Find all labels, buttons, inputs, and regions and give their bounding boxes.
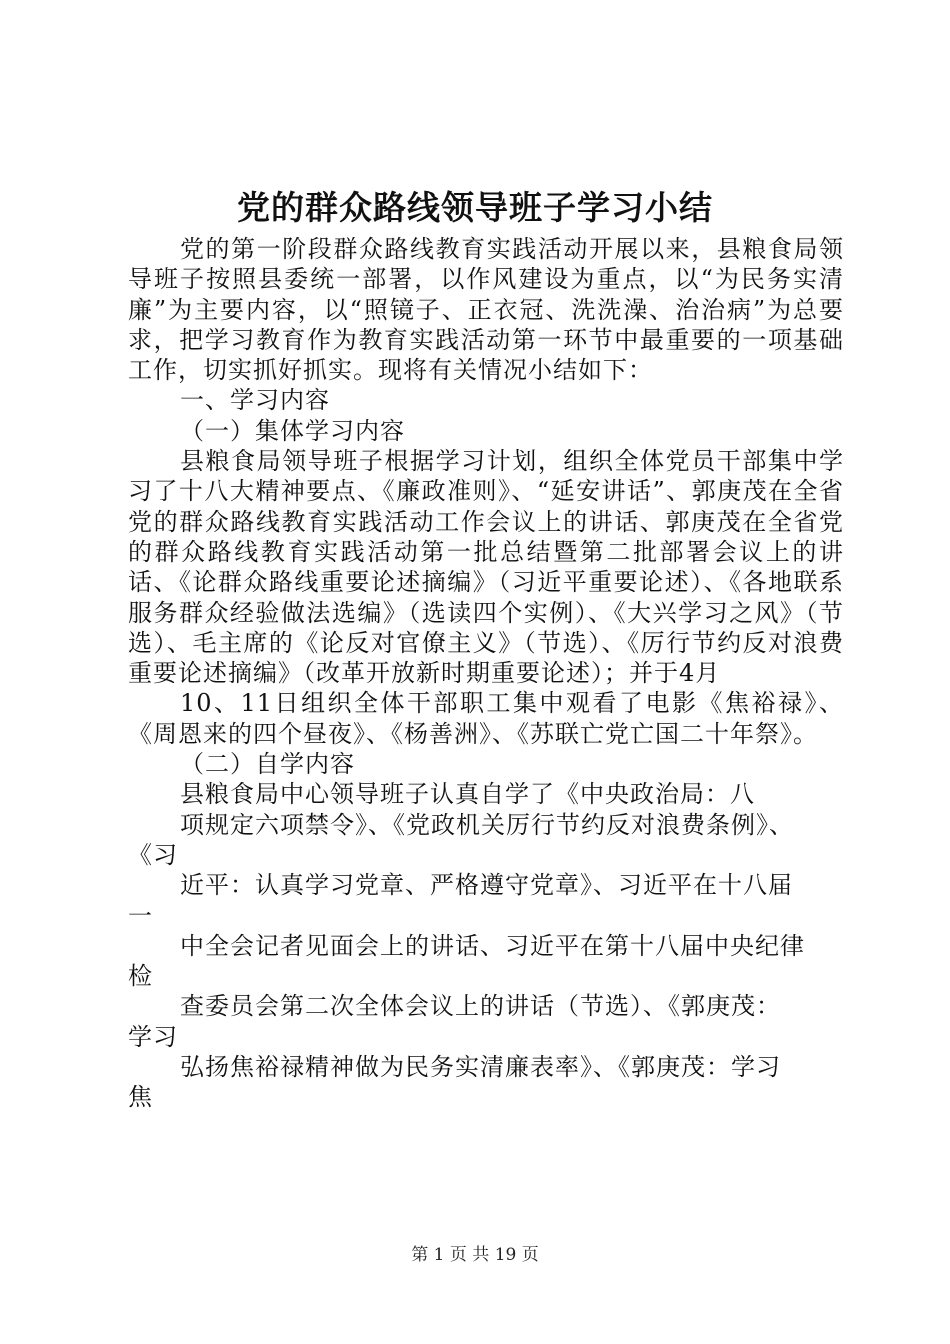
line-overflow: 学习 xyxy=(128,1022,178,1051)
collective-study-paragraph: 县粮食局领导班子根据学习计划，组织全体党员干部集中学习了十八大精神要点、《廉政准则》、“延安讲话”、郭庚茂在全省党的群众路线教育实践活动工作会议上的讲话、郭庚茂在全省党的群众路线教育实践活动第一批总结暨第二批部署会议上的讲话、《论群众路线重要论述摘编》（习近平重要论述）、《各地联系服务群众经验做法选编》（选读四个实例）、《大兴学习之风》（节选）、毛主席的《论反对官僚主义》（节选）、《厉行节约反对浪费重要论述摘编》（改革开放新时期重要论述）；并于4月 xyxy=(128,447,844,688)
intro-paragraph: 党的第一阶段群众路线教育实践活动开展以来，县粮食局领导班子按照县委统一部署，以作风建设为重点，以“为民务实清廉”为主要内容，以“照镜子、正衣冠、洗洗澡、治治病”为总要求，把学习教育作为教育实践活动第一环节中最重要的一项基础工作，切实抓好抓实。现将有关情况小结如下： xyxy=(128,235,844,385)
page-footer: 第 1 页 共 19 页 xyxy=(411,1245,539,1265)
self-study-line xyxy=(128,1052,844,1113)
section-heading: 一、学习内容 xyxy=(180,386,330,415)
line-overflow: 焦 xyxy=(128,1083,153,1112)
subsection-heading: （二）自学内容 xyxy=(180,750,355,779)
document-body xyxy=(128,234,844,1113)
line-text: 查委员会第二次全体会议上的讲话（节选）、《郭庚茂： xyxy=(180,992,781,1021)
film-viewing-paragraph: 10、11日组织全体干部职工集中观看了电影《焦裕禄》、《周恩来的四个昼夜》、《杨善洲》、《苏联亡党亡国二十年祭》。 xyxy=(128,689,844,748)
line-overflow: 一 xyxy=(128,901,153,930)
self-study-line xyxy=(128,870,844,931)
line-overflow: 检 xyxy=(128,962,153,991)
self-study-line xyxy=(128,931,844,992)
self-study-line xyxy=(128,810,844,871)
self-study-paragraph: 县粮食局中心领导班子认真自学了《中央政治局：八 xyxy=(180,780,755,809)
line-text: 项规定六项禁令》、《党政机关厉行节约反对浪费条例》、 xyxy=(180,810,794,839)
subsection-heading: （一）集体学习内容 xyxy=(180,416,405,445)
document-title: 党的群众路线领导班子学习小结 xyxy=(237,188,713,227)
line-text: 近平：认真学习党章、严格遵守党章》、习近平在十八届 xyxy=(180,871,793,900)
line-text: 中全会记者见面会上的讲话、习近平在第十八届中央纪律 xyxy=(180,931,805,960)
self-study-line xyxy=(128,991,844,1052)
line-text: 弘扬焦裕禄精神做为民务实清廉表率》、《郭庚茂：学习 xyxy=(180,1053,781,1082)
line-overflow: 《习 xyxy=(128,840,178,869)
